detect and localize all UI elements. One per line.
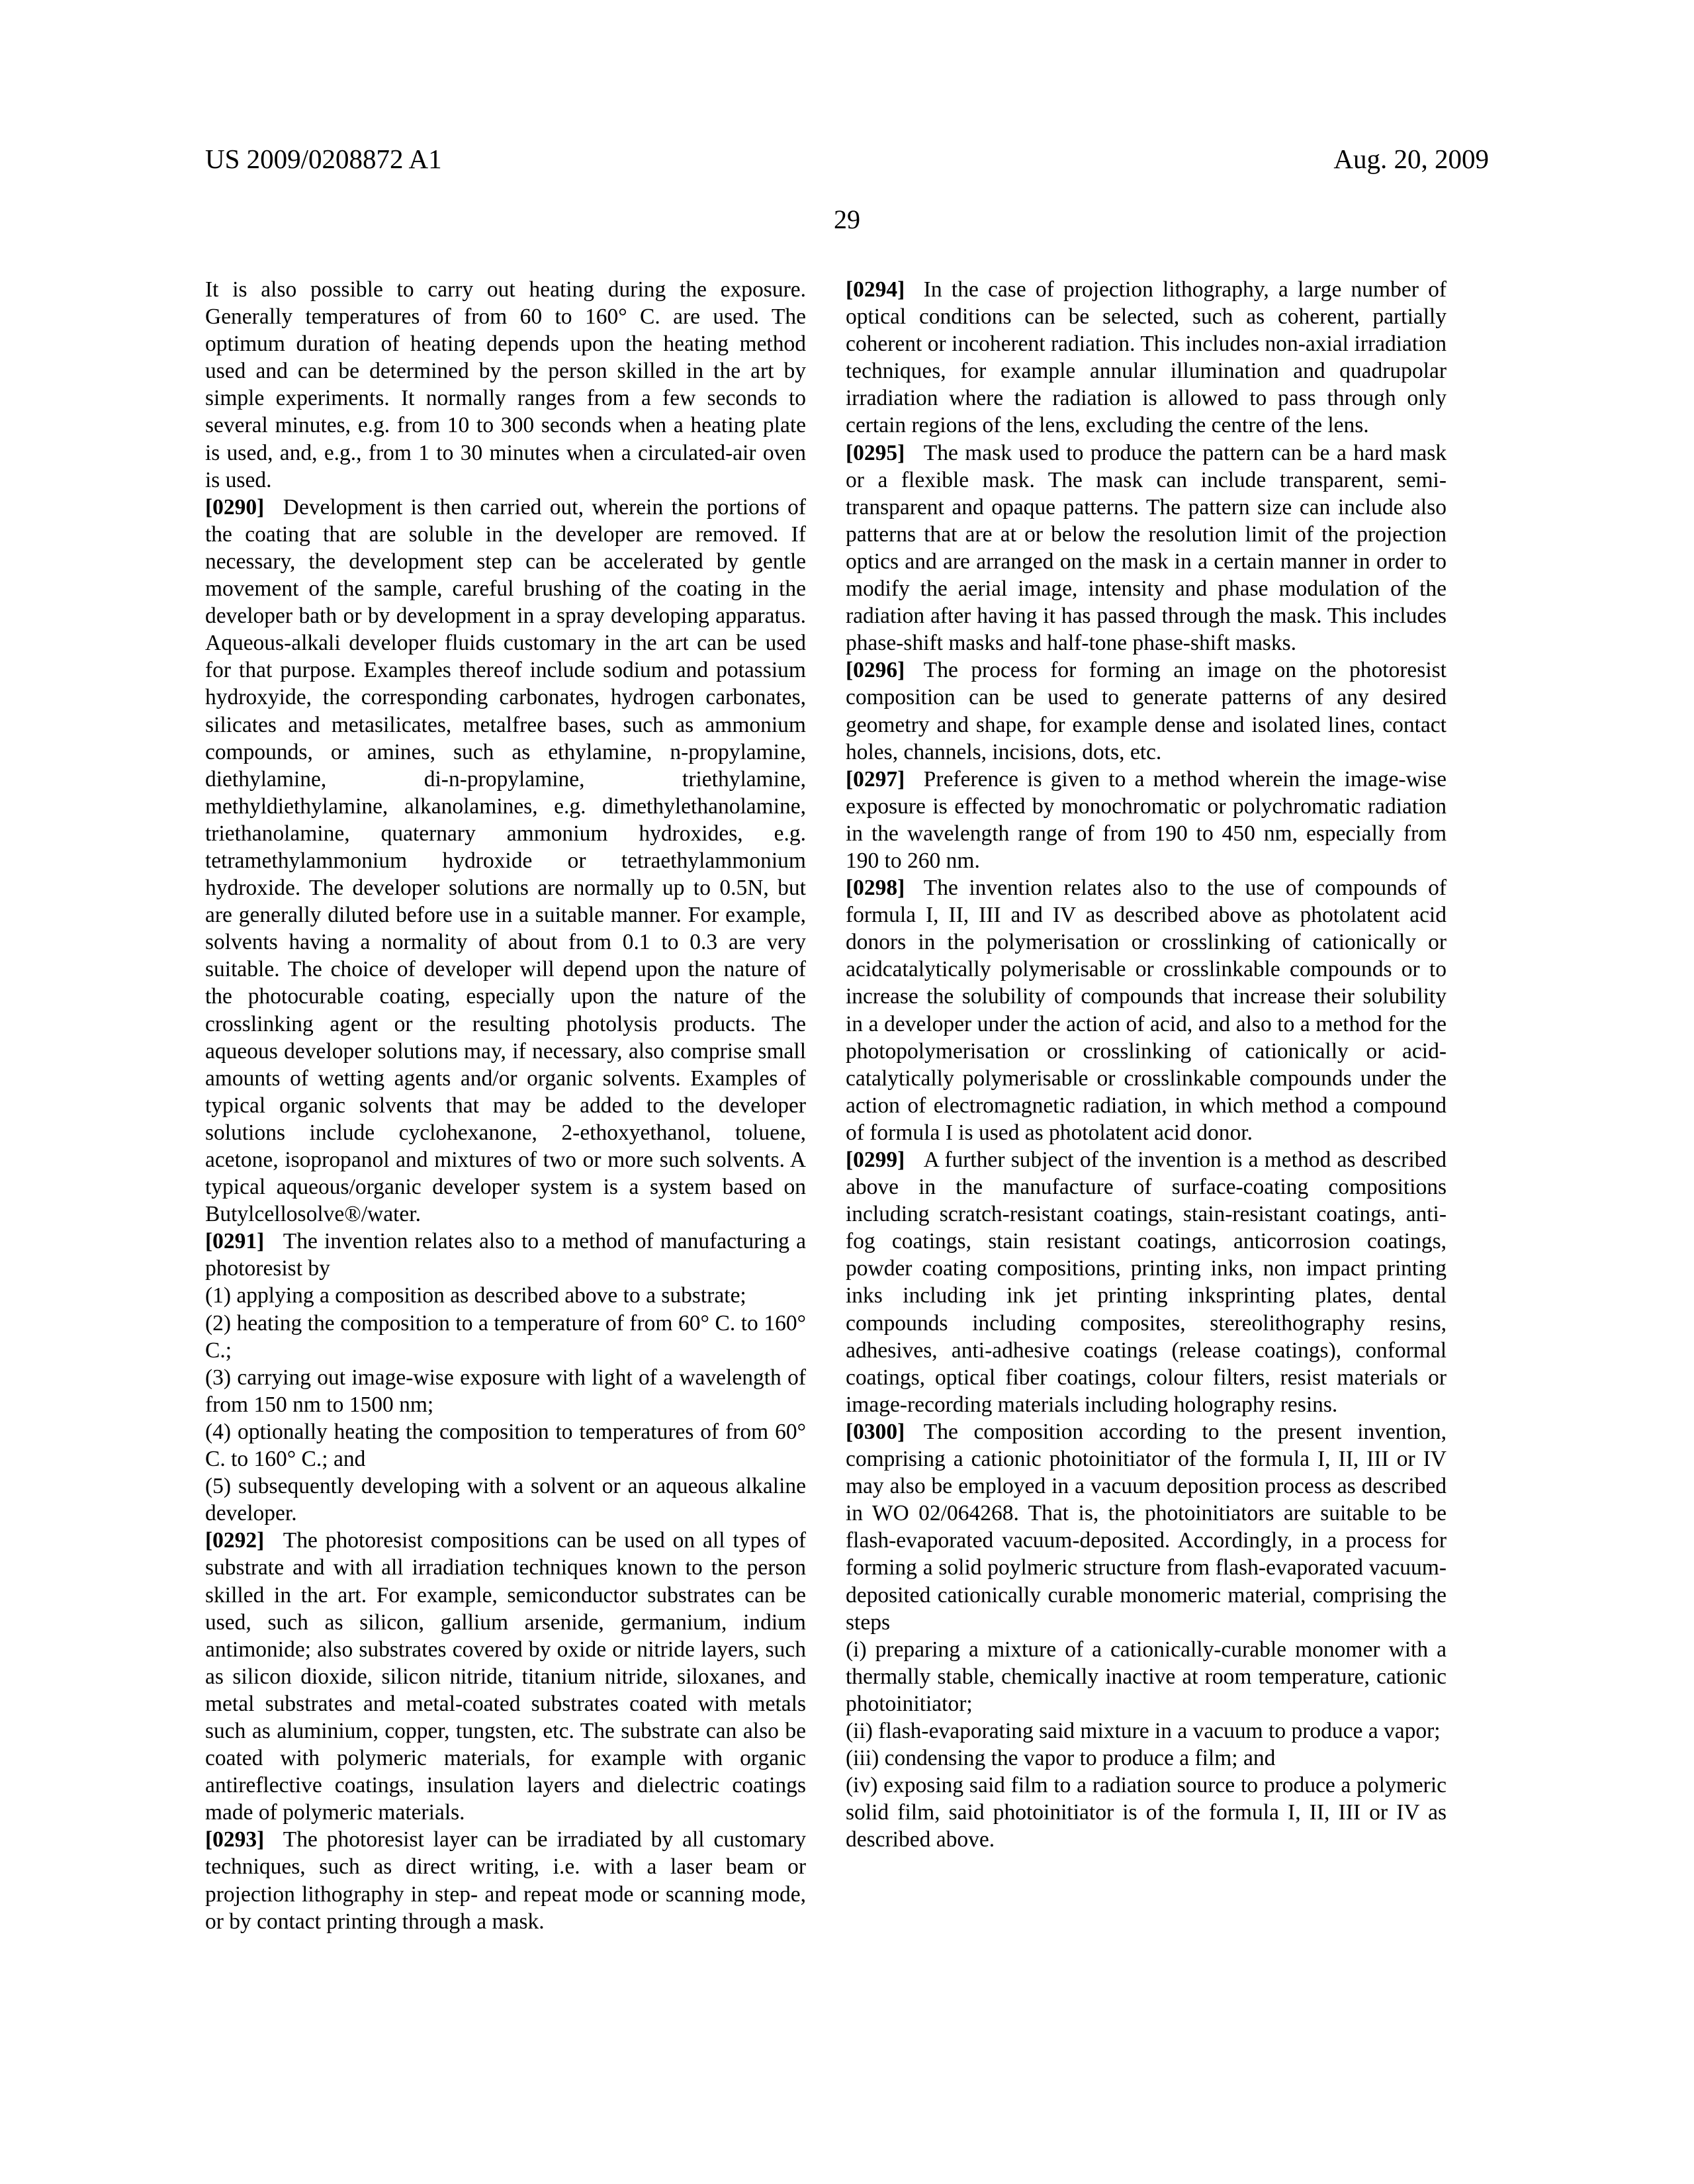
left-column bbox=[205, 276, 806, 1935]
tagged-paragraph: [0294] In the case of projection lithography, a large number of optical conditions can be selected, such as coherent, partially coherent or incoherent radiation. This includes non-axial irradiation techniques, for example annular illumination and quadrupolar irradiation where the radiation is allowed to pass through only certain regions of the lens, excluding the centre of the lens. bbox=[846, 277, 1447, 438]
paragraph: (2) heating the composition to a temperature of from 60° C. to 160° C.; bbox=[205, 1310, 806, 1363]
paragraph: (3) carrying out image-wise exposure with light of a wavelength of from 150 nm to 1500 nm; bbox=[205, 1365, 806, 1417]
paragraph: (1) applying a composition as described above to a substrate; bbox=[205, 1283, 746, 1308]
paragraph-number: [0294] bbox=[846, 277, 905, 302]
tagged-paragraph: [0290] Development is then carried out, wherein the portions of the coating that are soluble in the developer are removed. If necessary, the development step can be accelerated by gentle movement of the sample, careful brushing of the coating in the developer bath or by development in a spray developing apparatus. Aqueous-alkali developer fluids customary in the art can be used for that purpose. Examples thereof include sodium and potassium hydroxyide, the corresponding carbonates, hydrogen carbonates, silicates and metasilicates, metalfree bases, such as ammonium compounds, or amines, such as ethylamine, n-propylamine, diethylamine, di-n-propylamine, triethylamine, methyldiethylamine, alkanolamines, e.g. dimethylethanolamine, triethanolamine, quaternary ammonium hydroxides, e.g. tetramethylammonium hydroxide or tetraethylammonium hydroxide. The developer solutions are normally up to 0.5N, but are generally diluted before use in a suitable manner. For example, solvents having a normality of about from 0.1 to 0.3 are very suitable. The choice of developer will depend upon the nature of the photocurable coating, especially upon the nature of the crosslinking agent or the resulting photolysis products. The aqueous developer solutions may, if necessary, also comprise small amounts of wetting agents and/or organic solvents. Examples of typical organic solvents that may be added to the developer solutions include cyclohexanone, 2-ethoxyethanol, toluene, acetone, isopropanol and mixtures of two or more such solvents. A typical aqueous/organic developer system is a system based on Butylcellosolve®/water. bbox=[205, 494, 806, 1227]
paragraph-number: [0293] bbox=[205, 1827, 265, 1852]
paragraph-number: [0291] bbox=[205, 1229, 265, 1254]
paragraph-number: [0295] bbox=[846, 440, 905, 465]
paragraph-number: [0296] bbox=[846, 658, 905, 683]
paragraph-number: [0290] bbox=[205, 494, 265, 520]
tagged-paragraph: [0295] The mask used to produce the pattern can be a hard mask or a flexible mask. The mask can include transparent, semi-transparent and opaque patterns. The pattern size can include also patterns that are at or below the resolution limit of the projection optics and are arranged on the mask in a certain manner in order to modify the aerial image, intensity and phase modulation of the radiation after having it has passed through the mask. This includes phase-shift masks and half-tone phase-shift masks. bbox=[846, 440, 1447, 656]
right-column bbox=[846, 276, 1447, 1853]
paragraph: (4) optionally heating the composition to temperatures of from 60° C. to 160° C.; and bbox=[205, 1419, 806, 1472]
tagged-paragraph: [0298] The invention relates also to the use of compounds of formula I, II, III and IV as described above as photolatent acid donors in the polymerisation or crosslinking of cationically or acidcatalytically polymerisable or crosslinkable compounds or to increase the solubility of compounds that increase their solubility in a developer under the action of acid, and also to a method for the photopolymerisation or crosslinking of cationically or acid-catalytically polymerisable or crosslinkable compounds under the action of electromagnetic radiation, in which method a compound of formula I is used as photolatent acid donor. bbox=[846, 876, 1447, 1145]
paragraph-number: [0292] bbox=[205, 1528, 265, 1553]
paragraph-number: [0297] bbox=[846, 766, 905, 792]
paragraph-number: [0299] bbox=[846, 1148, 905, 1172]
tagged-paragraph: [0297] Preference is given to a method wherein the image-wise exposure is effected by monochromatic or polychromatic radiation in the wavelength range of from 190 to 450 nm, especially from 190 to 260 nm. bbox=[846, 766, 1447, 873]
paragraph-number: [0298] bbox=[846, 876, 905, 901]
paragraph-number: [0300] bbox=[846, 1419, 905, 1444]
tagged-paragraph: [0293] The photoresist layer can be irradiated by all customary techniques, such as direct writing, i.e. with a laser beam or projection lithography in step- and repeat mode or scanning mode, or by contact printing through a mask. bbox=[205, 1827, 806, 1934]
paragraph: (5) subsequently developing with a solvent or an aqueous alkaline developer. bbox=[205, 1474, 806, 1526]
page-number: 29 bbox=[834, 205, 860, 234]
tagged-paragraph: [0296] The process for forming an image on the photoresist composition can be used to generate patterns of any desired geometry and shape, for example dense and isolated lines, contact holes, channels, incisions, dots, etc. bbox=[846, 658, 1447, 764]
publication-date: Aug. 20, 2009 bbox=[1333, 144, 1489, 174]
tagged-paragraph: [0292] The photoresist compositions can be used on all types of substrate and with all irradiation techniques known to the person skilled in the art. For example, semiconductor substrates can be used, such as silicon, gallium arsenide, germanium, indium antimonide; also substrates covered by oxide or nitride layers, such as silicon dioxide, silicon nitride, titanium nitride, siloxanes, and metal substrates and metal-coated substrates coated with metals such as aluminium, copper, tungsten, etc. The substrate can also be coated with polymeric materials, for example with organic antireflective coatings, insulation layers and dielectric coatings made of polymeric materials. bbox=[205, 1528, 806, 1825]
paragraph: It is also possible to carry out heating during the exposure. Generally temperatures of from 60 to 160° C. are used. The optimum duration of heating depends upon the heating method used and can be determined by the person skilled in the art by simple experiments. It normally ranges from a few seconds to several minutes, e.g. from 10 to 300 seconds when a heating plate is used, and, e.g., from 1 to 30 minutes when a circulated-air oven is used. bbox=[205, 277, 806, 492]
tagged-paragraph: [0291] The invention relates also to a method of manufacturing a photoresist by bbox=[205, 1229, 806, 1281]
paragraph: (i) preparing a mixture of a cationically-curable monomer with a thermally stable, chemically inactive at room temperature, cationic photoinitiator; bbox=[846, 1637, 1447, 1716]
tagged-paragraph: [0299] A further subject of the invention is a method as described above in the manufacture of surface-coating compositions including scratch-resistant coatings, stain-resistant coatings, anti-fog coatings, stain resistant coatings, anticorrosion coatings, powder coating compositions, printing inks, non impact printing inks including ink jet printing inksprinting plates, dental compounds including composites, stereolithography resins, adhesives, anti-adhesive coatings (release coatings), conformal coatings, optical fiber coatings, colour filters, resist materials or image-recording materials including holography resins. bbox=[846, 1148, 1447, 1417]
page-header bbox=[205, 144, 1489, 174]
paragraph: (ii) flash-evaporating said mixture in a vacuum to produce a vapor; bbox=[846, 1718, 1441, 1743]
paragraph: (iii) condensing the vapor to produce a film; and bbox=[846, 1746, 1276, 1771]
tagged-paragraph: [0300] The composition according to the present invention, comprising a cationic photoinitiator of the formula I, II, III or IV may also be employed in a vacuum deposition process as described in WO 02/064268. That is, the photoinitiators are suitable to be flash-evaporated vacuum-deposited. Accordingly, in a process for forming a solid poylmeric structure from flash-evaporated vacuum-deposited cationically curable monomeric material, comprising the steps bbox=[846, 1419, 1447, 1635]
paragraph: (iv) exposing said film to a radiation source to produce a polymeric solid film, said photoinitiator is of the formula I, II, III or IV as described above. bbox=[846, 1773, 1447, 1852]
patent-number: US 2009/0208872 A1 bbox=[205, 144, 442, 174]
